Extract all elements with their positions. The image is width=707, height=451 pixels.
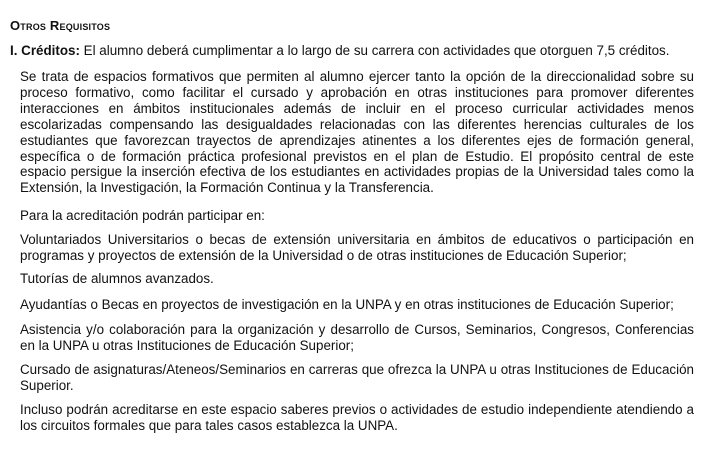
credits-label: I. Créditos: xyxy=(10,43,80,58)
credits-requirement xyxy=(10,43,700,58)
credits-text: El alumno deberá cumplimentar a lo largo de su carrera con actividades que otorguen 7,5 créditos. xyxy=(79,43,670,58)
volunteering-item: Voluntariados Universitarios o becas de extensión universitaria en ámbitos de educativos o participación en programas y proyectos de extensión de la Universidad o de otras instituciones de Educación Superior; xyxy=(20,232,694,263)
section-heading: Otros Requisitos xyxy=(10,18,111,33)
courses-item: Cursado de asignaturas/Ateneos/Seminarios en carreras que ofrezca la UNPA u otras Instituciones de Educación Superior. xyxy=(20,362,694,393)
intro-paragraph: Se trata de espacios formativos que permiten al alumno ejercer tanto la opción de la direccionalidad sobre su proceso formativo, como facilitar el cursado y aprobación en otras instituciones para promover diferentes interacciones en ámbitos institucionales además de incluir en el proceso curricular actividades menos escolarizadas compensando las desigualdades relacionadas con las diferentes herencias culturales de los estudiantes que favorezcan trayectos de aprendizajes atinentes a los diferentes ejes de formación general, específica o de formación práctica profesional previstos en el plan de Estudio. El propósito central de este espacio persigue la inserción efectiva de los estudiantes en actividades propias de la Universidad tales como la Extensión, la Investigación, la Formación Continua y la Transferencia. xyxy=(20,69,694,196)
accreditation-intro-paragraph: Para la acreditación podrán participar en: xyxy=(20,208,265,223)
assistantships-item: Ayudantías o Becas en proyectos de investigación en la UNPA y en otras instituciones de Educación Superior; xyxy=(20,297,674,312)
prior-knowledge-paragraph: Incluso podrán acreditarse en este espacio saberes previos o actividades de estudio independiente atendiendo a los circuitos formales que para tales casos establezca la UNPA. xyxy=(20,402,694,433)
tutoring-item: Tutorías de alumnos avanzados. xyxy=(20,271,214,286)
attendance-item: Asistencia y/o colaboración para la organización y desarrollo de Cursos, Seminarios, Congresos, Conferencias en la UNPA u otras Instituciones de Educación Superior; xyxy=(20,322,694,353)
